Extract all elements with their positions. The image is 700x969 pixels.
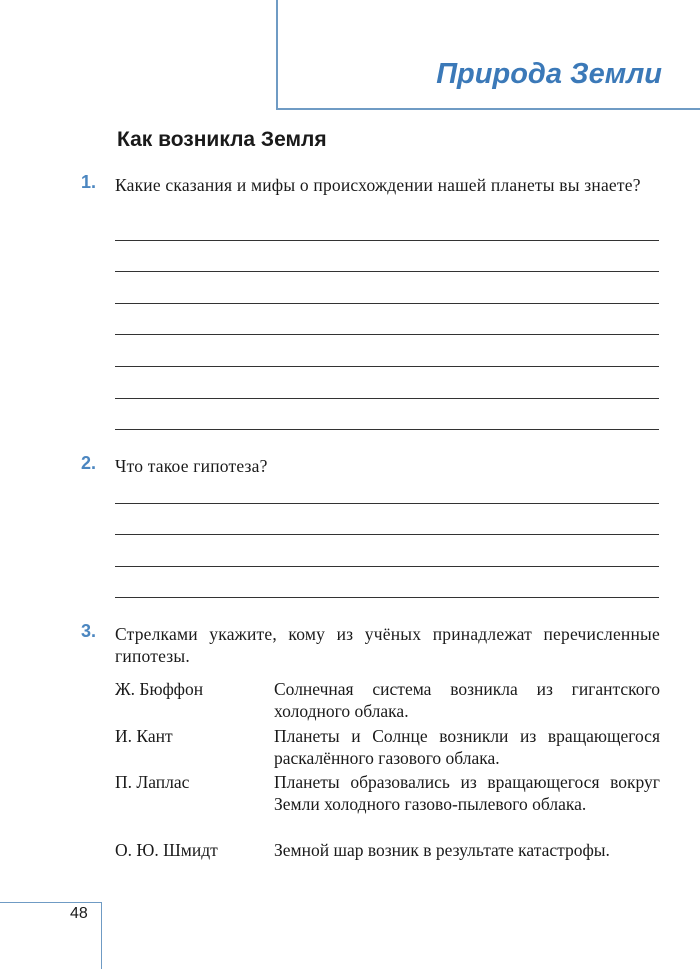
answer-line[interactable] — [115, 566, 659, 567]
hypothesis-2[interactable]: Планеты и Солнце возникли из вращающегося раскалённого газового облака. — [274, 726, 660, 768]
header-frame-horizontal — [276, 108, 700, 110]
section-title: Как возникла Земля — [117, 128, 327, 151]
header-frame-vertical — [276, 0, 278, 110]
answer-line[interactable] — [115, 597, 659, 598]
answer-line[interactable] — [115, 429, 659, 430]
answer-line[interactable] — [115, 366, 659, 367]
scientist-buffon[interactable]: Ж. Бюффон — [115, 679, 204, 699]
answer-line[interactable] — [115, 271, 659, 272]
question-2-text: Что такое гипотеза? — [115, 456, 268, 476]
question-3-number: 3. — [81, 621, 97, 641]
scientist-kant[interactable]: И. Кант — [115, 726, 173, 746]
answer-line[interactable] — [115, 303, 659, 304]
page-number: 48 — [70, 905, 88, 922]
scientist-schmidt[interactable]: О. Ю. Шмидт — [115, 840, 218, 860]
question-1-number: 1. — [81, 172, 97, 192]
answer-line[interactable] — [115, 534, 659, 535]
answer-line[interactable] — [115, 240, 659, 241]
answer-line[interactable] — [115, 398, 659, 399]
hypothesis-1[interactable]: Солнечная система возникла из гигантского холодного облака. — [274, 679, 660, 721]
chapter-title: Природа Земли — [436, 58, 662, 90]
hypothesis-4[interactable]: Земной шар возник в результате катастрофы. — [274, 840, 610, 860]
scientist-laplace[interactable]: П. Лаплас — [115, 772, 190, 792]
footer-frame-vertical — [101, 902, 102, 969]
question-3-text: Стрелками укажите, кому из учёных принадлежат перечисленные гипотезы. — [115, 624, 660, 666]
answer-line[interactable] — [115, 334, 659, 335]
hypothesis-3[interactable]: Планеты образовались из вращающегося вокруг Земли холодного газово-пылевого облака. — [274, 772, 660, 814]
question-2-number: 2. — [81, 453, 97, 473]
footer-frame-horizontal — [0, 902, 102, 903]
question-1-text: Какие сказания и мифы о происхождении нашей планеты вы знаете? — [115, 175, 641, 195]
answer-line[interactable] — [115, 503, 659, 504]
